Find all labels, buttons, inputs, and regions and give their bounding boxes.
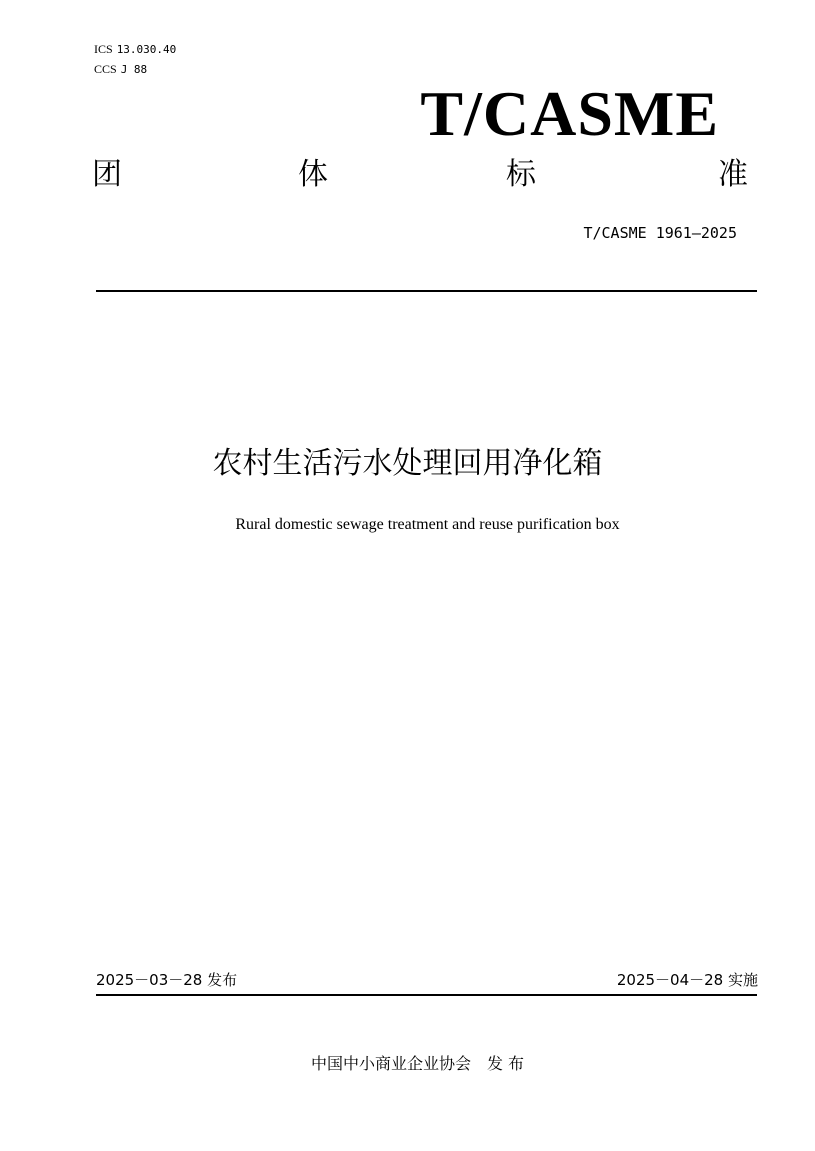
ics-value: 13.030.40	[116, 43, 177, 56]
issuer: 中国中小商业企业协会 发 布	[310, 1054, 525, 1073]
standard-type-char-2: 体	[298, 157, 328, 192]
title-english: Rural domestic sewage treatment and reuse purification box	[235, 516, 620, 533]
standard-type-char-1: 团	[92, 157, 122, 192]
title-chinese: 农村生活污水处理回用净化箱	[212, 446, 603, 481]
publish-date: 2025－03－28 发布	[96, 971, 238, 989]
standard-number: T/CASME 1961—2025	[583, 224, 737, 242]
ics-line	[94, 42, 176, 57]
org-code: T/CASME	[420, 78, 719, 149]
ccs-label: CCS	[94, 62, 117, 76]
ccs-line	[94, 62, 147, 77]
implement-date: 2025－04－28 实施	[616, 971, 758, 989]
ics-label: ICS	[94, 42, 113, 56]
ccs-value: J 88	[120, 63, 148, 76]
header-rule	[96, 290, 757, 292]
standard-type-char-3: 标	[506, 157, 536, 192]
footer-rule	[96, 994, 757, 996]
standard-type-char-4: 准	[718, 157, 748, 192]
